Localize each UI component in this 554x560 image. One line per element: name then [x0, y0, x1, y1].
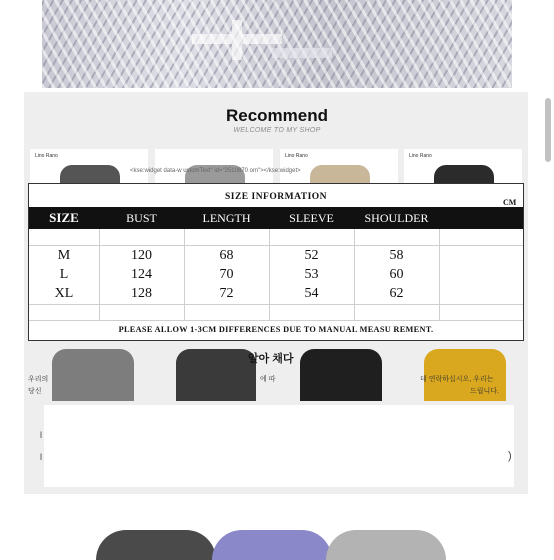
recommend-title: Recommend [225, 106, 329, 125]
product-photo [96, 530, 216, 560]
header-sleeve: SLEEVE [289, 211, 334, 225]
unit-label: CM [503, 198, 517, 207]
header-bust: BUST [126, 211, 157, 225]
header-length: LENGTH [202, 211, 251, 225]
recommend-item[interactable] [404, 149, 522, 187]
size-cell: L [59, 267, 69, 282]
product-thumbnail[interactable] [176, 349, 256, 401]
product-photo-knit [42, 0, 512, 88]
product-thumbnail[interactable] [300, 349, 382, 401]
shoulder-cell: 62 [389, 286, 404, 301]
recommend-subtitle: WELCOME TO MY SHOP [233, 127, 321, 134]
size-cell: XL [54, 286, 74, 301]
grid-line [29, 245, 523, 246]
notice-text: 데 연락하십시오, 우리는 [420, 376, 494, 383]
mark-text: l [40, 430, 42, 440]
brand-label: Lino Rano [285, 153, 308, 159]
notice-text: 드립니다. [470, 388, 499, 395]
bust-cell: 120 [131, 248, 152, 263]
shoulder-cell: 60 [389, 267, 404, 282]
grid-line [29, 320, 523, 321]
sleeve-cell: 53 [304, 267, 319, 282]
sleeve-cell: 54 [304, 286, 319, 301]
knit-pattern [192, 20, 332, 60]
notice-text: 우리의 [28, 376, 49, 383]
sleeve-cell: 52 [304, 248, 319, 263]
length-cell: 72 [219, 286, 234, 301]
notice-heading: 알아 채다 [248, 353, 294, 365]
product-photo [326, 530, 446, 560]
measurement-note: PLEASE ALLOW 1-3CM DIFFERENCES DUE TO MANUAL MEASU REMENT. [118, 325, 434, 334]
length-cell: 68 [219, 248, 234, 263]
product-photo [212, 530, 332, 560]
mark-text: ) [508, 450, 512, 462]
shoulder-cell: 58 [389, 248, 404, 263]
grid-line [439, 229, 440, 321]
size-chart-title: SIZE INFORMATION [224, 192, 328, 202]
length-cell: 70 [219, 267, 234, 282]
blank-content-area [44, 405, 514, 487]
size-cell: M [57, 248, 71, 263]
notice-text: 당신 [28, 388, 42, 395]
notice-text: 에 따 [260, 376, 276, 383]
product-thumbnail[interactable] [52, 349, 134, 401]
widget-code-text: <kse:widget data-w ustomText" id="2510870 om"></kse:widget> [130, 168, 301, 174]
bust-cell: 124 [131, 267, 152, 282]
header-shoulder: SHOULDER [364, 211, 429, 225]
brand-label: Lino Rano [35, 153, 58, 159]
grid-line [29, 304, 523, 305]
header-size: SIZE [49, 210, 79, 225]
bust-cell: 128 [131, 286, 152, 301]
mark-text: l [40, 452, 42, 462]
brand-label: Lino Rano [409, 153, 432, 159]
